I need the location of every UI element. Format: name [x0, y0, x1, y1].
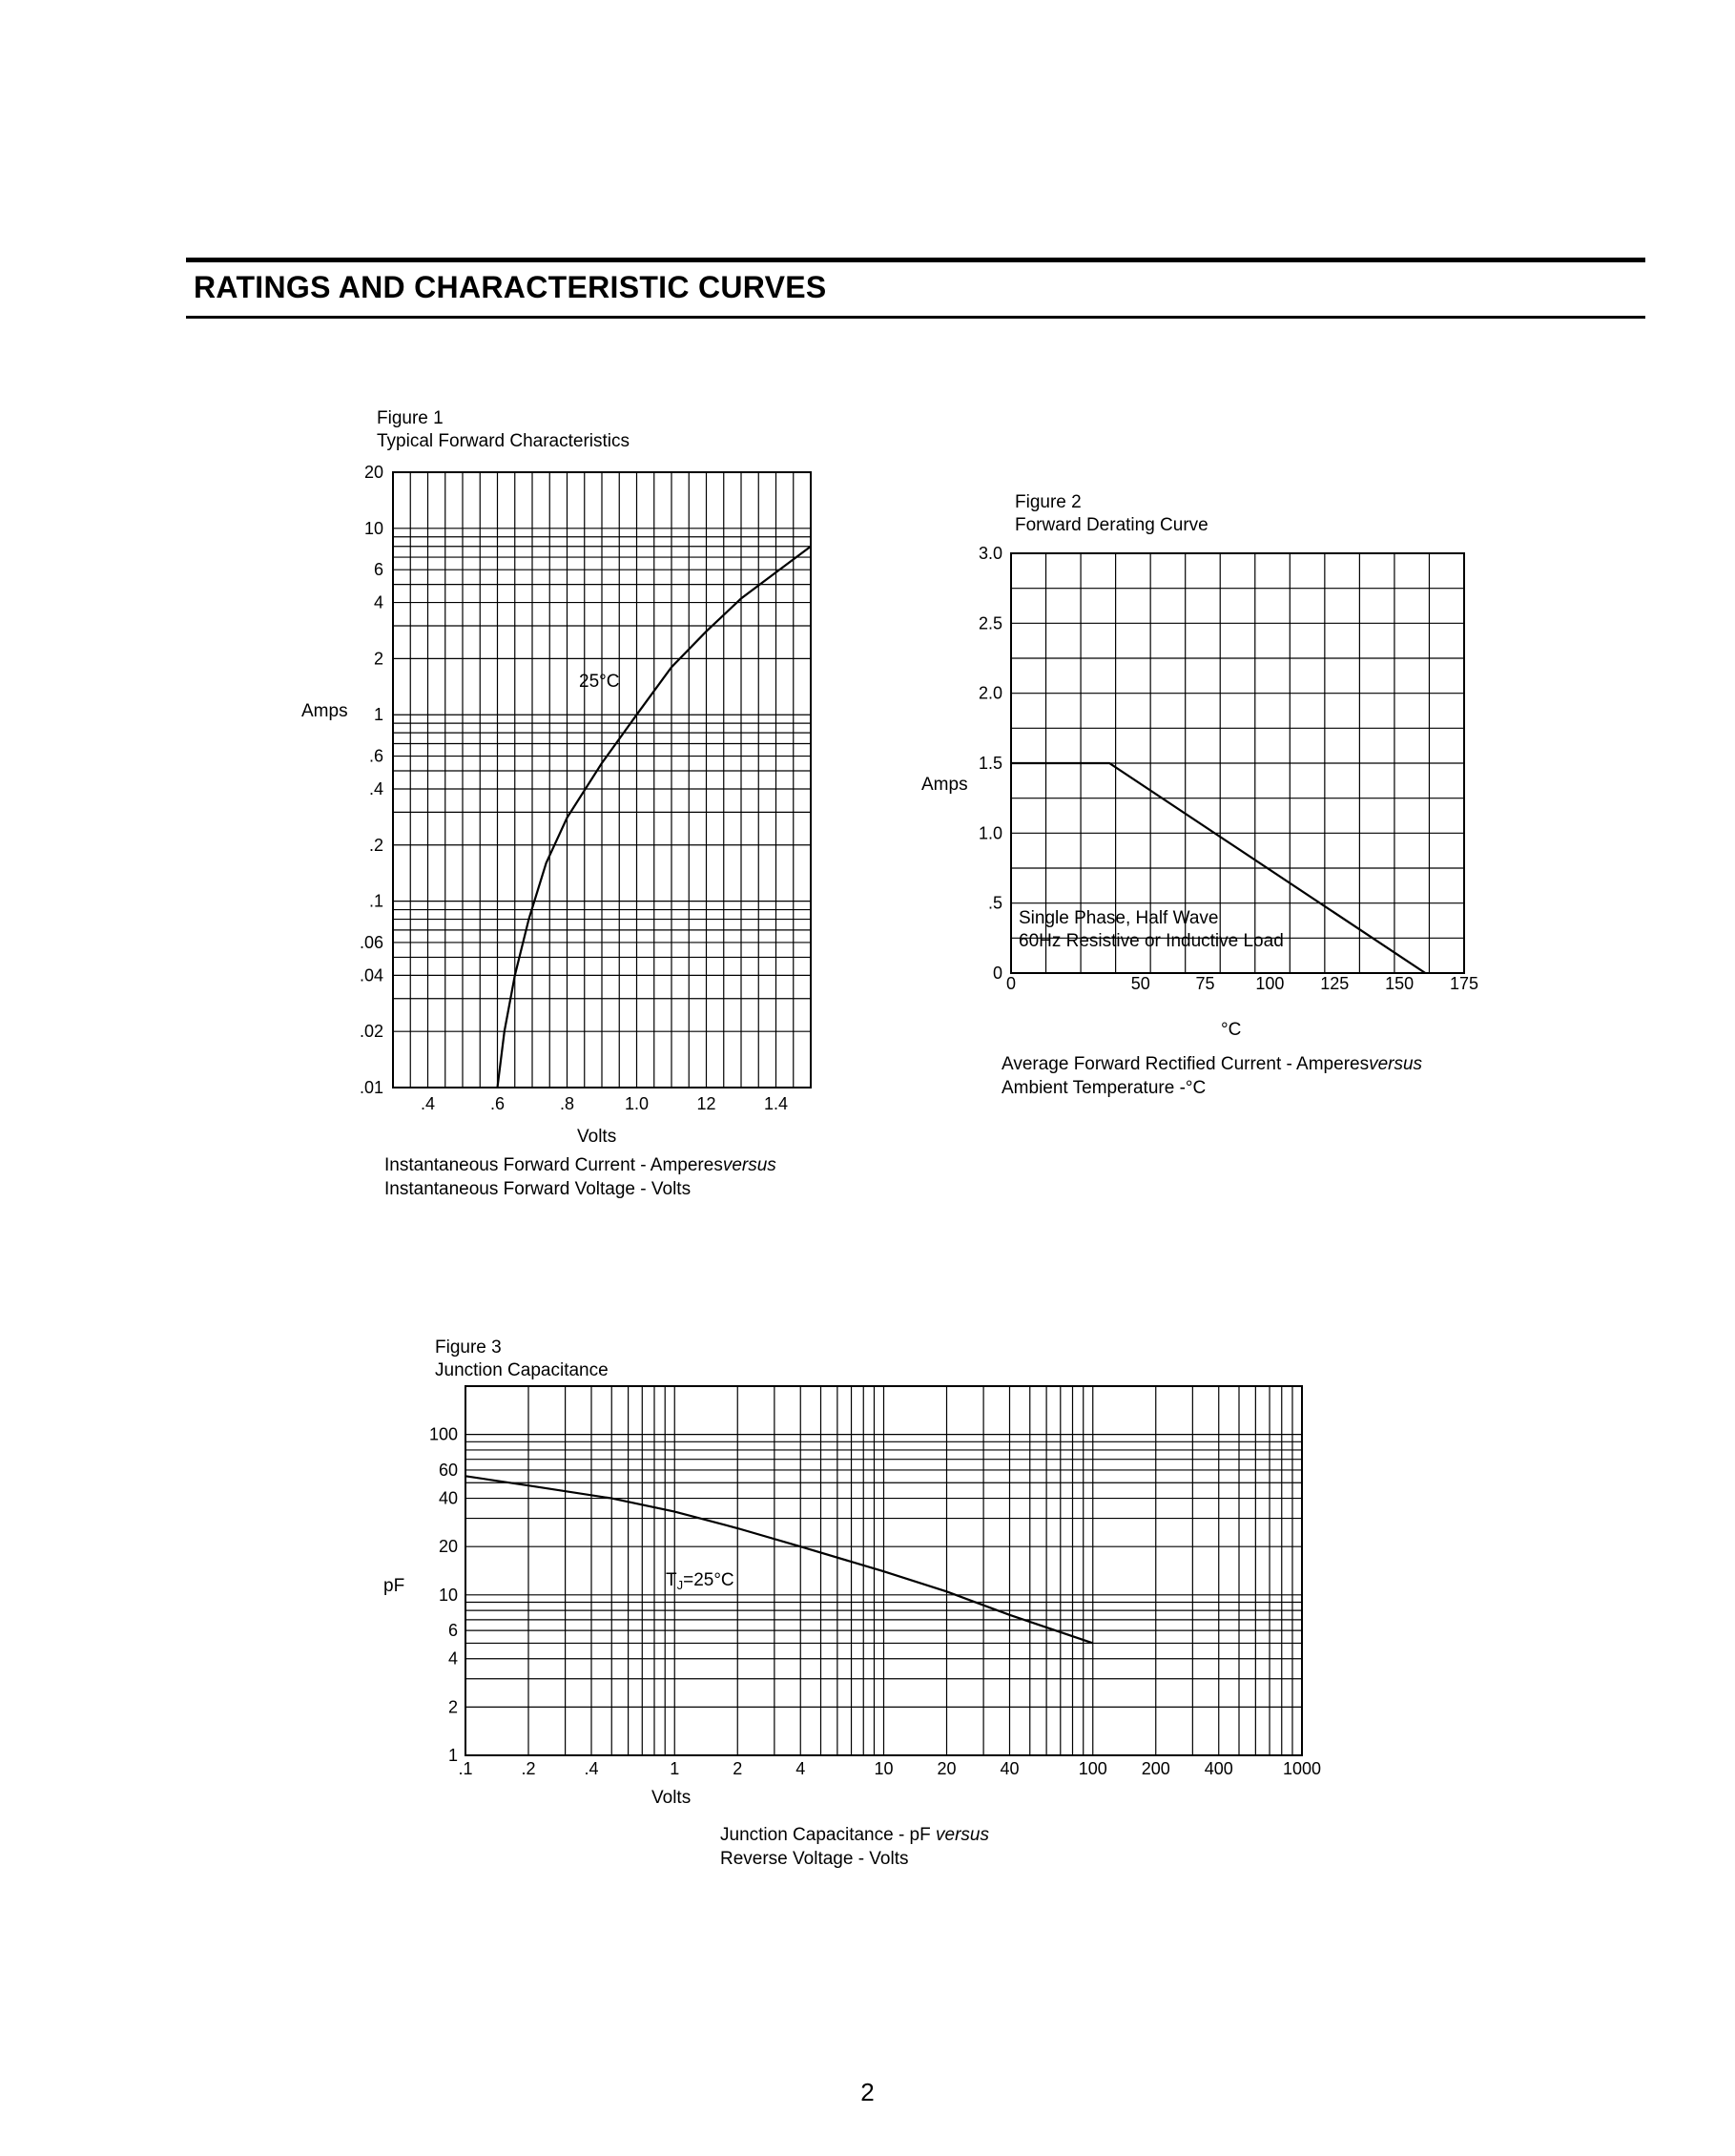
x-tick-label: 200 [1141, 1759, 1170, 1778]
y-tick-label: 1.0 [978, 823, 1002, 843]
y-tick-label: .01 [359, 1078, 383, 1097]
figure-1-y-axis-label: Amps [301, 701, 348, 721]
x-tick-label: 2 [733, 1759, 743, 1778]
y-tick-label: 20 [438, 1537, 458, 1557]
y-tick-label: 6 [373, 560, 383, 580]
x-tick-label: 4 [795, 1759, 806, 1778]
figure-1-curve-label: 25°C [579, 672, 620, 692]
figure-2-y-axis-label: Amps [921, 775, 968, 795]
y-tick-label: 4 [447, 1648, 458, 1669]
figure-3-series [465, 1476, 1093, 1643]
x-tick-label: 1.4 [763, 1094, 789, 1113]
y-tick-label: .2 [368, 835, 383, 855]
y-tick-label: 1 [447, 1746, 458, 1765]
y-tick-label: 3.0 [978, 544, 1002, 563]
x-tick-label: 20 [937, 1759, 957, 1778]
x-tick-label: 1000 [1282, 1759, 1322, 1778]
y-tick-label: 2 [447, 1697, 458, 1717]
x-tick-label: 1 [670, 1759, 680, 1778]
y-tick-label: .4 [368, 778, 383, 798]
figure-3-curve-label: $T_J=25^\circ C$ [666, 1570, 734, 1592]
figure-1-title: Typical Forward Characteristics [377, 431, 630, 451]
y-tick-label: 40 [438, 1488, 458, 1508]
figure-3-label: Figure 3 [435, 1337, 502, 1358]
figure-1-x-axis-label: Volts [577, 1127, 617, 1147]
x-tick-label: .4 [584, 1759, 599, 1778]
x-tick-label: 100 [1255, 974, 1285, 993]
y-tick-label: .06 [359, 932, 383, 952]
y-tick-label: 1 [373, 705, 383, 725]
y-tick-label: .1 [368, 891, 383, 911]
figure-2-label: Figure 2 [1015, 492, 1082, 512]
x-tick-label: 75 [1195, 974, 1215, 993]
y-tick-label: 10 [438, 1585, 458, 1605]
figure-3-x-axis-label: Volts [651, 1788, 692, 1808]
figure-2-x-axis-label: °C [1221, 1020, 1242, 1040]
figure-2-note-line1: Single Phase, Half Wave [1019, 908, 1219, 928]
figure-1-caption-line2: Instantaneous Forward Voltage - Volts [384, 1179, 692, 1199]
y-tick-label: 2.5 [978, 613, 1002, 633]
figure-2-note-line2: 60Hz Resistive or Inductive Load [1019, 931, 1284, 951]
figure-2-caption-line1: Average Forward Rectified Current - Amperesversus [1002, 1054, 1423, 1074]
x-tick-label: 400 [1204, 1759, 1233, 1778]
x-tick-label: .1 [458, 1759, 473, 1778]
x-tick-label: .6 [489, 1094, 506, 1113]
y-tick-label: 60 [438, 1460, 458, 1480]
y-tick-label: .5 [987, 893, 1002, 913]
figure-3-title: Junction Capacitance [435, 1360, 609, 1380]
x-tick-label: 175 [1449, 974, 1479, 993]
figure-1-caption-line1: Instantaneous Forward Current - Amperesversus [384, 1155, 776, 1175]
x-tick-label: .2 [521, 1759, 536, 1778]
x-tick-label: 150 [1385, 974, 1415, 993]
figure-3-caption-line2: Reverse Voltage - Volts [720, 1849, 909, 1869]
x-tick-label: 0 [1005, 974, 1017, 993]
x-tick-label: 1.0 [624, 1094, 650, 1113]
figure-3-tick-labels [429, 1425, 1321, 1778]
x-tick-label: 100 [1078, 1759, 1107, 1778]
y-tick-label: 2 [373, 649, 383, 669]
x-tick-label: 40 [1000, 1759, 1020, 1778]
y-tick-label: 100 [428, 1424, 458, 1444]
y-tick-label: 10 [363, 518, 383, 538]
x-tick-label: 125 [1320, 974, 1350, 993]
series-line [465, 1476, 1093, 1643]
x-tick-label: 50 [1130, 974, 1150, 993]
figure-2-title: Forward Derating Curve [1015, 515, 1208, 535]
figure-2-caption-line2: Ambient Temperature -°C [1002, 1078, 1207, 1098]
y-tick-label: .04 [359, 965, 383, 985]
y-tick-label: 2.0 [978, 683, 1002, 703]
page-title: RATINGS AND CHARACTERISTIC CURVES [194, 270, 827, 304]
figure-3-y-axis-label: pF [383, 1576, 405, 1596]
y-tick-label: 4 [373, 592, 383, 612]
y-tick-label: .6 [368, 746, 383, 766]
y-tick-label: 20 [363, 463, 383, 482]
y-tick-label: .02 [359, 1022, 383, 1042]
x-tick-label: 12 [696, 1094, 716, 1113]
y-tick-label: 0 [992, 964, 1002, 983]
page-number: 2 [860, 2078, 875, 2106]
x-tick-label: .4 [420, 1094, 436, 1113]
x-tick-label: .8 [559, 1094, 575, 1113]
figure-3-caption-line1: Junction Capacitance - pF versus [720, 1825, 989, 1845]
figure-1-label: Figure 1 [377, 408, 444, 428]
y-tick-label: 1.5 [978, 754, 1002, 773]
y-tick-label: 6 [447, 1621, 458, 1641]
x-tick-label: 10 [874, 1759, 894, 1778]
